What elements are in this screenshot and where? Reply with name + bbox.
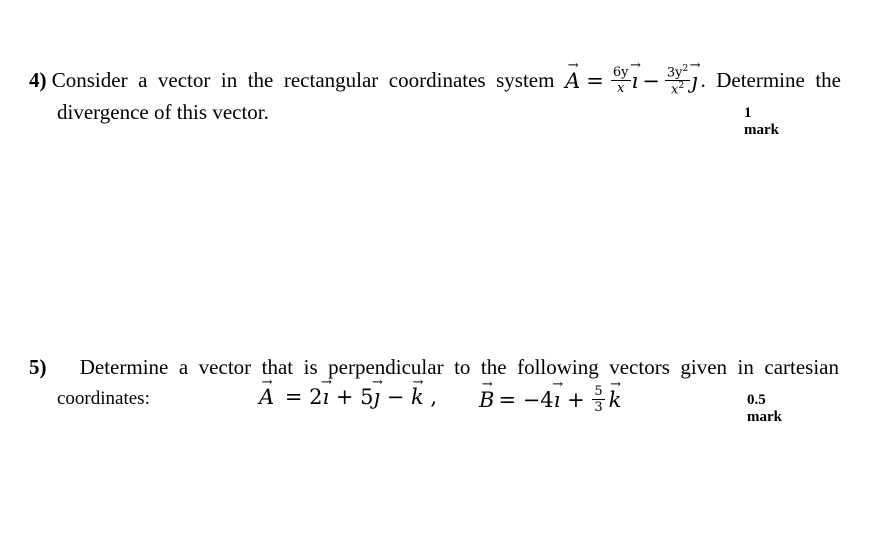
- q4-line-2: divergence of this vector.: [57, 100, 269, 124]
- q4-number: 4): [29, 68, 47, 93]
- vector-B-symbol: → B: [479, 388, 494, 412]
- unit-vector-k: → k: [609, 388, 622, 412]
- q5-vector-B-term-2: +: [560, 387, 592, 412]
- q4-fraction-2-numerator: 3y: [666, 65, 683, 81]
- q5-vector-A-term-1: = 2: [284, 385, 323, 409]
- q5-line-1-text: Determine a vector that is perpendicular to the following vectors given in cartesian: [79, 355, 839, 379]
- q4-mark: 1 mark: [744, 105, 779, 138]
- unit-vector-j: → ȷ: [374, 385, 381, 409]
- q4-fraction-2-numerator-exponent: 2: [682, 64, 689, 74]
- q5-label: coordinates:: [57, 388, 150, 409]
- unit-vector-i: → ı: [554, 388, 561, 412]
- q4-text-after: . Determine the: [700, 68, 841, 93]
- q4-fraction-2-denominator: x: [670, 82, 679, 98]
- q5-line-1: [29, 355, 839, 380]
- unit-vector-j: → ȷ: [691, 69, 698, 93]
- vector-A-symbol: → A: [259, 385, 274, 409]
- q4-text-before: Consider a vector in the rectangular coordinates system: [51, 68, 555, 93]
- q5-vector-A-comma: ,: [423, 385, 438, 409]
- q4-fraction-2: [665, 65, 690, 97]
- q4-fraction-1: [611, 66, 631, 95]
- q5-vector-A-term-3: −: [380, 385, 411, 409]
- q4-minus: −: [642, 68, 660, 93]
- q5-fraction-denominator: 3: [594, 400, 603, 415]
- unit-vector-i: → ı: [323, 385, 330, 409]
- q4-fraction-2-denominator-exponent: 2: [678, 81, 685, 92]
- q5-fraction-numerator: 5: [594, 384, 603, 399]
- q5-vector-A-term-2: + 5: [329, 385, 374, 409]
- q5-fraction: [592, 385, 604, 414]
- vector-A-symbol: → A: [565, 69, 580, 93]
- q4-equals: =: [586, 68, 604, 93]
- q5-vector-B-term-1: = −4: [498, 387, 554, 412]
- unit-vector-i: → ı: [632, 69, 639, 93]
- q4-line-1: [29, 65, 841, 97]
- q5-vector-A-expression: [259, 385, 437, 409]
- q5-number: 5): [29, 355, 47, 379]
- q5-mark: 0.5 mark: [747, 392, 782, 425]
- q4-fraction-1-denominator: x: [617, 81, 625, 97]
- q4-fraction-1-numerator: 6y: [612, 65, 629, 81]
- q5-vector-B-expression: [479, 385, 621, 414]
- q4-vector-expression: [565, 65, 698, 97]
- unit-vector-k: → k: [411, 385, 424, 409]
